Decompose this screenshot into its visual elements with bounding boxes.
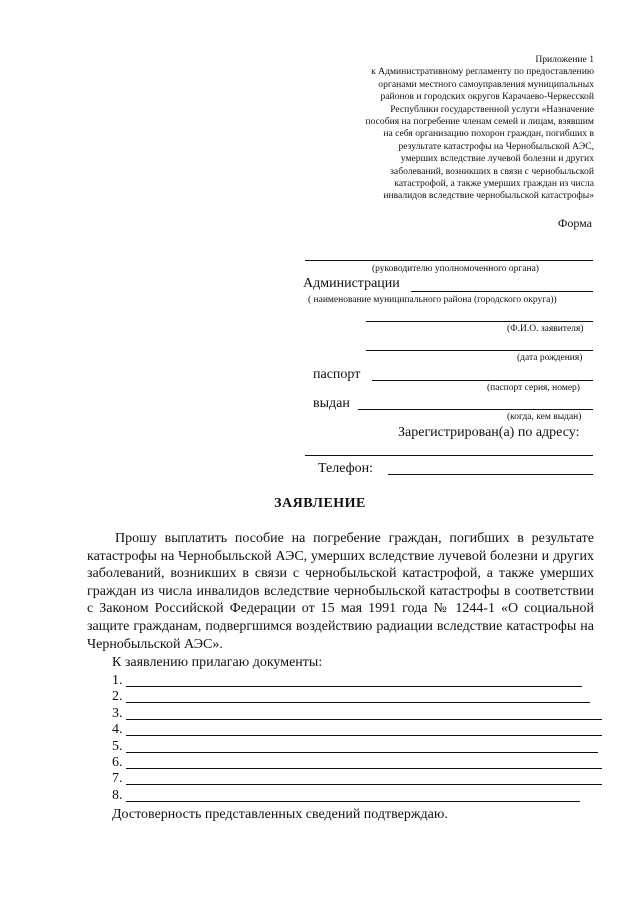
appendix-line: результате катастрофы на Чернобыльской АЭС, [398, 140, 594, 152]
birth-date-caption: (дата рождения) [517, 353, 583, 363]
attachment-item [112, 739, 602, 755]
appendix-line: заболеваний, возникших в связи с чернобыльской [390, 165, 594, 177]
appendix-line: инвалидов вследствие чернобыльской катастрофы» [383, 190, 594, 202]
phone-field[interactable] [388, 474, 593, 475]
passport-field[interactable] [372, 380, 593, 381]
administration-label: Администрации [303, 276, 400, 291]
attachment-field[interactable] [126, 702, 590, 703]
issued-caption: (когда, кем выдан) [507, 412, 582, 422]
attachment-item [112, 722, 602, 738]
attachment-number: 3. [112, 705, 123, 721]
passport-caption: (паспорт серия, номер) [487, 383, 580, 393]
attachment-number: 4. [112, 722, 123, 738]
appendix-reference [294, 54, 594, 203]
appendix-line: районов и городских округов Карачаево-Черкесской [380, 91, 594, 103]
attachment-field[interactable] [126, 686, 582, 687]
attachment-field[interactable] [126, 801, 580, 802]
phone-label: Телефон: [318, 461, 374, 476]
appendix-line: Приложение 1 [535, 54, 594, 65]
recipient-field[interactable] [305, 260, 593, 261]
attachment-number: 5. [112, 738, 123, 754]
attachment-item [112, 771, 602, 787]
attachment-item [112, 673, 602, 689]
administration-field[interactable] [411, 291, 593, 292]
attachment-field[interactable] [126, 752, 598, 753]
birth-date-field[interactable] [366, 350, 593, 351]
attachment-item [112, 755, 602, 771]
appendix-line: пособия на погребение членам семей и лицам, взявшим [365, 116, 594, 128]
appendix-line: Республики государственной услуги «Назначение [390, 103, 594, 115]
recipient-caption: (руководителю уполномоченного органа) [372, 264, 539, 274]
applicant-name-field[interactable] [366, 321, 593, 322]
attachment-field[interactable] [126, 784, 602, 785]
attachment-item [112, 706, 602, 722]
attachment-field[interactable] [126, 719, 602, 720]
appendix-line: на себя организацию похорон граждан, погибших в [383, 128, 594, 140]
form-label: Форма [557, 216, 592, 230]
attachment-field[interactable] [126, 735, 602, 736]
attachment-field[interactable] [126, 768, 602, 769]
document-title: ЗАЯВЛЕНИЕ [274, 496, 366, 511]
appendix-line: органами местного самоуправления муниципальных [378, 78, 594, 90]
attachments-label: К заявлению прилагаю документы: [112, 655, 323, 670]
applicant-caption: (Ф.И.О. заявителя) [507, 324, 584, 334]
appendix-line: к Административному регламенту по предоставлению [371, 66, 594, 78]
attachment-number: 1. [112, 673, 123, 688]
attachment-item [112, 689, 602, 705]
confirmation-statement: Достоверность представленных сведений подтверждаю. [112, 807, 448, 822]
attachment-number: 7. [112, 771, 123, 787]
attachment-item [112, 788, 602, 804]
application-body-text: Прошу выплатить пособие на погребение граждан, погибших в результате катастрофы на Чернобыльской АЭС, умерших вследствие лучевой болезни и других заболеваний, возникших в связи с чернобыльской катастрофой, а также умерших граждан из числа инвалидов вследствие чернобыльской катастрофы в соответствии с Законом Российской Федерации от 15 мая 1991 года № 1244-1 «О социальной защите гражданам, подвергшимся воздействию радиации вследствие катастрофы на Чернобыльской АЭС». [87, 531, 594, 652]
attachment-number: 8. [112, 787, 123, 803]
address-field[interactable] [305, 455, 593, 456]
attachment-number: 2. [112, 689, 123, 705]
attachment-number: 6. [112, 754, 123, 770]
issued-field[interactable] [358, 409, 593, 410]
municipality-caption: ( наименование муниципального района (городского округа)) [308, 295, 557, 305]
registered-label: Зарегистрирован(а) по адресу: [398, 425, 580, 440]
attachments-list [112, 673, 602, 804]
passport-label: паспорт [313, 367, 361, 382]
issued-label: выдан [313, 396, 350, 411]
appendix-line: катастрофой, а также умерших граждан из числа [394, 178, 594, 190]
appendix-line: умерших вследствие лучевой болезни и других [400, 153, 594, 165]
